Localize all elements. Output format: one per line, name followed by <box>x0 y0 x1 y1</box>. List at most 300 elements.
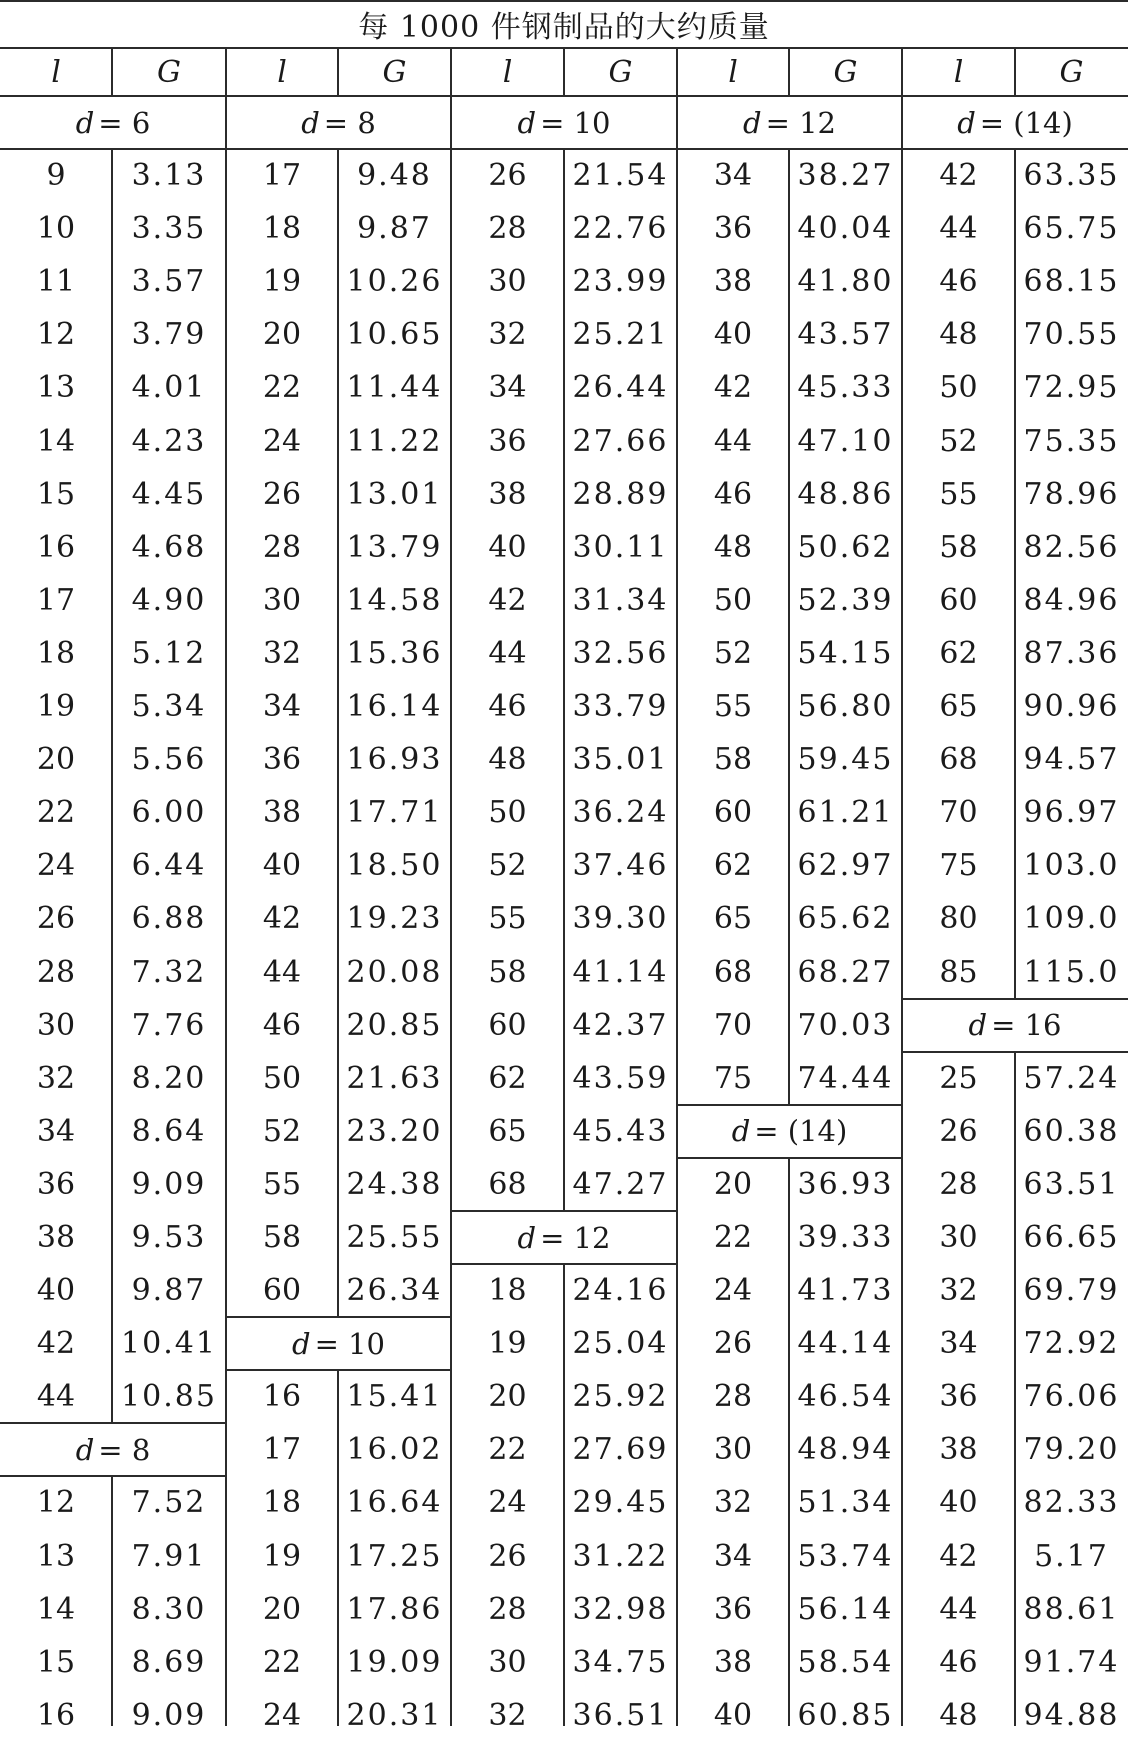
weight-cell: 41.80 <box>797 264 894 300</box>
weight-cell: 65.62 <box>797 901 894 937</box>
inner-divider <box>337 1370 339 1726</box>
weight-cell: 70.55 <box>1023 317 1120 353</box>
inner-divider <box>563 1264 565 1726</box>
diameter-var: d <box>301 105 320 140</box>
length-cell: 16 <box>36 1697 76 1733</box>
column-header-g: G <box>608 54 633 90</box>
header-inner-divider-3 <box>563 48 565 96</box>
length-cell: 26 <box>939 1113 978 1149</box>
length-cell: 20 <box>36 742 76 778</box>
weight-cell: 61.21 <box>797 795 894 831</box>
weight-cell: 56.14 <box>797 1591 894 1627</box>
length-cell: 38 <box>713 1644 753 1680</box>
length-cell: 40 <box>262 848 302 884</box>
diameter-var: d <box>517 1220 537 1255</box>
weight-cell: 47.10 <box>797 423 894 459</box>
weight-cell: 8.20 <box>131 1060 207 1096</box>
weight-cell: 27.66 <box>572 423 669 459</box>
diameter-var: d <box>731 1114 751 1149</box>
length-cell: 26 <box>262 476 302 512</box>
header-inner-divider-4 <box>788 48 790 96</box>
length-cell: 42 <box>262 901 302 937</box>
length-cell: 28 <box>488 1591 527 1627</box>
length-cell: 17 <box>262 158 302 194</box>
weight-cell: 14.58 <box>346 582 443 618</box>
length-cell: 38 <box>488 476 527 512</box>
weight-cell: 63.51 <box>1023 1166 1120 1202</box>
weight-cell: 54.15 <box>797 635 894 671</box>
length-cell: 80 <box>939 901 978 937</box>
weight-cell: 45.43 <box>572 1113 669 1149</box>
diameter-label <box>677 1105 902 1158</box>
weight-cell: 91.74 <box>1023 1644 1120 1680</box>
length-cell: 32 <box>713 1485 753 1521</box>
inner-divider <box>111 1476 113 1726</box>
length-cell: 48 <box>939 1697 978 1733</box>
weight-cell: 4.90 <box>131 582 207 618</box>
weight-cell: 16.64 <box>346 1485 443 1521</box>
weight-cell: 94.57 <box>1023 742 1120 778</box>
diameter-var: d <box>75 105 95 140</box>
diameter-label <box>902 999 1128 1052</box>
weight-cell: 9.09 <box>131 1166 207 1202</box>
length-cell: 32 <box>939 1273 978 1309</box>
column-header-l: l <box>277 54 287 90</box>
weight-cell: 26.44 <box>572 370 669 406</box>
length-cell: 19 <box>262 1538 302 1574</box>
diameter-var: d <box>75 1432 95 1467</box>
length-cell: 52 <box>939 423 978 459</box>
weight-cell: 7.76 <box>131 1007 207 1043</box>
inner-divider <box>1014 1052 1016 1726</box>
length-cell: 50 <box>939 370 978 406</box>
length-cell: 13 <box>36 1538 76 1574</box>
weight-cell: 15.41 <box>346 1379 443 1415</box>
weight-cell: 51.34 <box>797 1485 894 1521</box>
length-cell: 18 <box>36 635 76 671</box>
length-cell: 28 <box>36 954 76 990</box>
weight-cell: 24.16 <box>572 1273 669 1309</box>
column-header-g: G <box>1059 54 1084 90</box>
weight-cell: 48.94 <box>797 1432 894 1468</box>
column-header-g: G <box>833 54 858 90</box>
weight-cell: 3.13 <box>131 158 207 194</box>
length-cell: 48 <box>488 742 527 778</box>
weight-cell: 28.89 <box>572 476 669 512</box>
weight-cell: 34.75 <box>572 1644 669 1680</box>
weight-cell: 13.01 <box>346 476 443 512</box>
diameter-value: = 12 <box>540 1220 611 1255</box>
length-cell: 38 <box>939 1432 978 1468</box>
weight-cell: 21.63 <box>346 1060 443 1096</box>
weight-cell: 69.79 <box>1023 1273 1120 1309</box>
weight-cell: 37.46 <box>572 848 669 884</box>
weight-cell: 23.20 <box>346 1113 443 1149</box>
length-cell: 62 <box>713 848 753 884</box>
weight-cell: 41.73 <box>797 1273 894 1309</box>
length-cell: 44 <box>488 635 527 671</box>
length-cell: 36 <box>713 211 753 247</box>
weight-cell: 82.33 <box>1023 1485 1120 1521</box>
length-cell: 52 <box>488 848 527 884</box>
weight-cell: 35.01 <box>572 742 669 778</box>
length-cell: 68 <box>488 1166 527 1202</box>
length-cell: 48 <box>939 317 978 353</box>
weight-cell: 3.79 <box>131 317 207 353</box>
length-cell: 36 <box>488 423 527 459</box>
weight-cell: 10.41 <box>121 1326 217 1362</box>
weight-cell: 25.04 <box>572 1326 669 1362</box>
weight-cell: 11.44 <box>346 370 443 406</box>
weight-cell: 32.98 <box>572 1591 669 1627</box>
length-cell: 46 <box>939 264 978 300</box>
weight-cell: 75.35 <box>1023 423 1120 459</box>
weight-cell: 16.14 <box>346 689 443 725</box>
length-cell: 15 <box>36 1644 76 1680</box>
weight-cell: 43.57 <box>797 317 894 353</box>
length-cell: 30 <box>713 1432 753 1468</box>
weight-cell: 11.22 <box>346 423 443 459</box>
length-cell: 68 <box>939 742 978 778</box>
length-cell: 30 <box>488 1644 527 1680</box>
length-cell: 50 <box>262 1060 302 1096</box>
length-cell: 75 <box>939 848 978 884</box>
weight-cell: 17.71 <box>346 795 443 831</box>
weight-cell: 5.12 <box>131 635 207 671</box>
weight-cell: 21.54 <box>572 158 669 194</box>
weight-cell: 4.23 <box>131 423 207 459</box>
weight-cell: 58.54 <box>797 1644 894 1680</box>
length-cell: 40 <box>939 1485 978 1521</box>
length-cell: 46 <box>488 689 527 725</box>
weight-cell: 42.37 <box>572 1007 669 1043</box>
length-cell: 40 <box>488 529 527 565</box>
inner-divider <box>1014 149 1016 999</box>
diameter-value: = 6 <box>98 105 151 140</box>
length-cell: 44 <box>939 211 978 247</box>
weight-cell: 5.17 <box>1034 1538 1109 1574</box>
column-header-g: G <box>157 54 181 90</box>
length-cell: 22 <box>713 1219 753 1255</box>
length-cell: 70 <box>939 795 978 831</box>
weight-cell: 5.56 <box>131 742 207 778</box>
weight-cell: 40.04 <box>797 211 894 247</box>
length-cell: 55 <box>488 901 527 937</box>
length-cell: 28 <box>488 211 527 247</box>
weight-cell: 62.97 <box>797 848 894 884</box>
diameter-var: d <box>743 105 762 140</box>
length-cell: 19 <box>488 1326 527 1362</box>
weight-cell: 94.88 <box>1023 1697 1120 1733</box>
weight-cell: 4.68 <box>131 529 207 565</box>
weight-cell: 5.34 <box>131 689 207 725</box>
weight-cell: 20.85 <box>346 1007 443 1043</box>
length-cell: 44 <box>713 423 753 459</box>
length-cell: 40 <box>713 317 753 353</box>
weight-cell: 23.99 <box>572 264 669 300</box>
length-cell: 58 <box>713 742 753 778</box>
length-cell: 25 <box>939 1060 978 1096</box>
length-cell: 32 <box>262 635 302 671</box>
length-cell: 20 <box>713 1166 753 1202</box>
length-cell: 36 <box>262 742 302 778</box>
length-cell: 58 <box>939 529 978 565</box>
length-cell: 50 <box>713 582 753 618</box>
length-cell: 22 <box>488 1432 527 1468</box>
weight-cell: 7.91 <box>131 1538 207 1574</box>
weight-cell: 27.69 <box>572 1432 669 1468</box>
length-cell: 42 <box>939 158 978 194</box>
inner-divider <box>111 149 113 1423</box>
header-inner-divider-1 <box>111 48 113 96</box>
table-top-rule <box>0 0 1128 2</box>
weight-cell: 45.33 <box>797 370 894 406</box>
length-cell: 26 <box>36 901 76 937</box>
weight-cell: 66.65 <box>1023 1219 1120 1255</box>
weight-cell: 17.25 <box>346 1538 443 1574</box>
weight-cell: 25.55 <box>346 1220 443 1256</box>
weight-cell: 43.59 <box>572 1060 669 1096</box>
weight-cell: 57.24 <box>1023 1060 1120 1096</box>
length-cell: 65 <box>488 1113 527 1149</box>
length-cell: 48 <box>713 529 753 565</box>
weight-cell: 78.96 <box>1023 476 1120 512</box>
weight-cell: 10.65 <box>346 317 443 353</box>
length-cell: 36 <box>939 1379 978 1415</box>
weight-cell: 60.85 <box>797 1697 894 1733</box>
length-cell: 19 <box>36 689 76 725</box>
diameter-label <box>0 96 226 149</box>
length-cell: 32 <box>36 1060 76 1096</box>
weight-cell: 20.31 <box>346 1697 443 1733</box>
length-cell: 20 <box>262 1591 302 1627</box>
weight-cell: 109.0 <box>1023 901 1120 937</box>
weight-cell: 68.15 <box>1023 264 1120 300</box>
length-cell: 38 <box>262 795 302 831</box>
weight-cell: 82.56 <box>1023 529 1120 565</box>
length-cell: 60 <box>488 1007 527 1043</box>
length-cell: 20 <box>262 317 302 353</box>
table-title: 每 1000 件钢制品的大约质量 <box>358 10 770 45</box>
length-cell: 16 <box>262 1379 302 1415</box>
weight-cell: 19.09 <box>346 1644 443 1680</box>
weight-cell: 10.26 <box>346 264 443 300</box>
weight-cell: 39.30 <box>572 901 669 937</box>
diameter-value: = (14) <box>979 105 1073 140</box>
length-cell: 28 <box>262 529 302 565</box>
diameter-var: d <box>292 1326 311 1361</box>
length-cell: 65 <box>939 689 978 725</box>
weight-cell: 50.62 <box>797 529 894 565</box>
weight-cell: 29.45 <box>572 1485 669 1521</box>
weight-cell: 22.76 <box>572 211 669 247</box>
diameter-label <box>0 1423 226 1476</box>
weight-cell: 52.39 <box>797 582 894 618</box>
length-cell: 46 <box>939 1644 978 1680</box>
weight-cell: 25.92 <box>572 1379 669 1415</box>
length-cell: 50 <box>488 795 527 831</box>
length-cell: 11 <box>36 264 76 300</box>
length-cell: 40 <box>36 1273 76 1309</box>
diameter-var: d <box>957 105 976 140</box>
length-cell: 32 <box>488 1697 527 1733</box>
weight-cell: 3.57 <box>131 264 207 300</box>
diameter-label <box>451 1211 677 1264</box>
weight-cell: 44.14 <box>797 1326 894 1362</box>
weight-cell: 84.96 <box>1023 582 1120 618</box>
weight-cell: 76.06 <box>1023 1379 1120 1415</box>
length-cell: 42 <box>488 582 527 618</box>
weight-cell: 59.45 <box>797 742 894 778</box>
weight-cell: 8.30 <box>131 1591 207 1627</box>
length-cell: 65 <box>713 901 753 937</box>
diameter-var: d <box>517 105 537 140</box>
length-cell: 60 <box>713 795 753 831</box>
length-cell: 12 <box>36 317 76 353</box>
length-cell: 44 <box>262 954 302 990</box>
weight-cell: 8.69 <box>131 1644 207 1680</box>
weight-cell: 7.32 <box>131 954 207 990</box>
length-cell: 36 <box>713 1591 753 1627</box>
length-cell: 24 <box>262 423 302 459</box>
inner-divider <box>563 149 565 1211</box>
diameter-label <box>226 96 451 149</box>
weight-cell: 41.14 <box>572 954 669 990</box>
length-cell: 55 <box>262 1166 302 1202</box>
length-cell: 22 <box>36 795 76 831</box>
diameter-label <box>226 1317 451 1370</box>
length-cell: 34 <box>939 1326 978 1362</box>
weight-cell: 46.54 <box>797 1379 894 1415</box>
weight-cell: 47.27 <box>572 1166 669 1202</box>
length-cell: 75 <box>713 1060 753 1096</box>
diameter-value: = (14) <box>754 1114 848 1149</box>
length-cell: 32 <box>488 317 527 353</box>
weight-cell: 16.02 <box>346 1432 443 1468</box>
column-header-l: l <box>953 54 964 90</box>
weight-cell: 32.56 <box>572 635 669 671</box>
length-cell: 20 <box>488 1379 527 1415</box>
weight-cell: 30.11 <box>572 529 669 565</box>
weight-cell: 115.0 <box>1023 954 1120 990</box>
weight-cell: 15.36 <box>346 635 443 671</box>
weight-cell: 70.03 <box>797 1007 894 1043</box>
weight-cell: 72.95 <box>1023 370 1120 406</box>
weight-cell: 31.22 <box>572 1538 669 1574</box>
length-cell: 19 <box>262 264 302 300</box>
length-cell: 17 <box>36 582 76 618</box>
header-inner-divider-5 <box>1014 48 1016 96</box>
weight-cell: 53.74 <box>797 1538 894 1574</box>
length-cell: 55 <box>713 689 753 725</box>
length-cell: 24 <box>488 1485 527 1521</box>
weight-cell: 74.44 <box>797 1060 894 1096</box>
weight-cell: 9.87 <box>357 211 432 247</box>
weight-cell: 9.53 <box>131 1220 207 1256</box>
weight-cell: 19.23 <box>346 901 443 937</box>
length-cell: 12 <box>36 1485 76 1521</box>
weight-cell: 20.08 <box>346 954 443 990</box>
column-header-g: G <box>382 54 407 90</box>
diameter-label <box>902 96 1128 149</box>
weight-cell: 88.61 <box>1023 1591 1120 1627</box>
weight-cell: 6.88 <box>131 901 207 937</box>
weight-cell: 72.92 <box>1023 1326 1120 1362</box>
length-cell: 34 <box>262 689 302 725</box>
weight-cell: 4.01 <box>131 370 207 406</box>
length-cell: 40 <box>713 1697 753 1733</box>
length-cell: 28 <box>713 1379 753 1415</box>
weight-cell: 6.44 <box>131 848 207 884</box>
length-cell: 44 <box>36 1379 76 1415</box>
length-cell: 26 <box>713 1326 753 1362</box>
length-cell: 34 <box>713 1538 753 1574</box>
diameter-value: = 8 <box>98 1432 151 1467</box>
weight-cell: 25.21 <box>572 317 669 353</box>
length-cell: 9 <box>46 158 66 194</box>
length-cell: 30 <box>36 1007 76 1043</box>
weight-cell: 36.93 <box>797 1166 894 1202</box>
weight-cell: 4.45 <box>131 476 207 512</box>
weight-cell: 65.75 <box>1023 211 1120 247</box>
length-cell: 30 <box>939 1219 978 1255</box>
weight-cell: 9.09 <box>131 1697 207 1733</box>
weight-cell: 56.80 <box>797 689 894 725</box>
length-cell: 18 <box>262 1485 302 1521</box>
weight-cell: 63.35 <box>1023 158 1120 194</box>
weight-cell: 7.52 <box>131 1485 207 1521</box>
weight-cell: 38.27 <box>797 158 894 194</box>
length-cell: 22 <box>262 1644 302 1680</box>
length-cell: 55 <box>939 476 978 512</box>
length-cell: 42 <box>939 1538 978 1574</box>
weight-cell: 68.27 <box>797 954 894 990</box>
length-cell: 36 <box>36 1166 76 1202</box>
diameter-value: = 16 <box>991 1008 1062 1043</box>
weight-cell: 33.79 <box>572 689 669 725</box>
length-cell: 15 <box>36 476 76 512</box>
weight-cell: 31.34 <box>572 582 669 618</box>
length-cell: 85 <box>939 954 978 990</box>
length-cell: 62 <box>939 635 978 671</box>
weight-cell: 36.24 <box>572 795 669 831</box>
weight-cell: 79.20 <box>1023 1432 1120 1468</box>
weight-cell: 13.79 <box>346 529 443 565</box>
length-cell: 42 <box>36 1326 76 1362</box>
weight-cell: 60.38 <box>1023 1113 1120 1149</box>
weight-cell: 26.34 <box>346 1273 443 1309</box>
length-cell: 14 <box>36 423 76 459</box>
length-cell: 24 <box>262 1697 302 1733</box>
length-cell: 52 <box>713 635 753 671</box>
length-cell: 52 <box>262 1113 302 1149</box>
inner-divider <box>788 149 790 1105</box>
length-cell: 16 <box>36 529 76 565</box>
diameter-value: = 8 <box>323 105 376 140</box>
diameter-value: = 10 <box>314 1326 385 1361</box>
length-cell: 17 <box>262 1432 302 1468</box>
length-cell: 24 <box>36 848 76 884</box>
inner-divider <box>788 1158 790 1726</box>
weight-cell: 24.38 <box>346 1166 443 1202</box>
weight-cell: 103.0 <box>1023 848 1120 884</box>
column-header-l: l <box>502 54 513 90</box>
weight-cell: 39.33 <box>797 1219 894 1255</box>
column-header-l: l <box>51 54 61 90</box>
length-cell: 38 <box>713 264 753 300</box>
length-cell: 30 <box>262 582 302 618</box>
length-cell: 58 <box>488 954 527 990</box>
